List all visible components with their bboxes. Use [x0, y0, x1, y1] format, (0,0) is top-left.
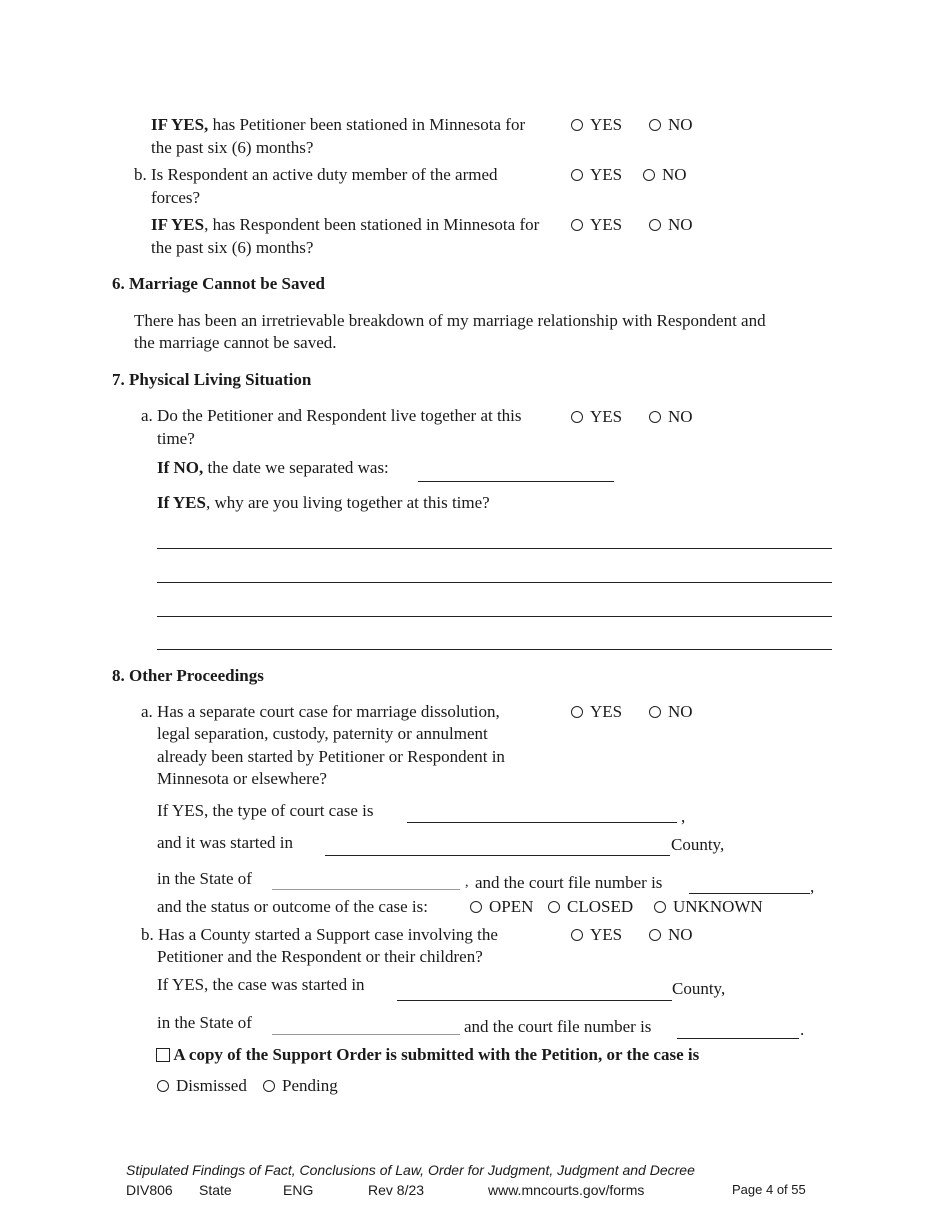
b-file-number-period: .: [800, 1020, 805, 1039]
radio-icon[interactable]: [470, 901, 482, 913]
option-label: OPEN: [489, 897, 534, 916]
q5a-ifyes-yes-option[interactable]: [571, 114, 622, 136]
option-label: NO: [668, 215, 693, 234]
q5a-ifyes-text: has Petitioner been stationed in Minnesota for: [208, 115, 526, 134]
option-label: YES: [590, 115, 623, 134]
status-open-option[interactable]: [470, 896, 533, 918]
section-6-text-line2: the marriage cannot be saved.: [134, 333, 337, 352]
radio-icon[interactable]: [548, 901, 560, 913]
started-county-field[interactable]: [325, 855, 670, 856]
option-label: NO: [668, 702, 693, 721]
radio-icon[interactable]: [649, 929, 661, 941]
file-number-label: and the court file number is: [475, 873, 663, 892]
s8a-no-option[interactable]: [649, 701, 693, 723]
state-comma: ,: [465, 875, 469, 890]
s8a-yes-option[interactable]: [571, 701, 622, 723]
reason-line-4[interactable]: [157, 649, 832, 650]
section-8-heading: 8. Other Proceedings: [112, 666, 264, 685]
footer-state: State: [199, 1182, 232, 1198]
footer-url[interactable]: www.mncourts.gov/forms: [488, 1182, 645, 1198]
q5b-yes-option[interactable]: [571, 164, 622, 186]
option-label: CLOSED: [567, 897, 634, 916]
s8a-line3: already been started by Petitioner or Respondent in: [157, 747, 505, 766]
footer-title: Stipulated Findings of Fact, Conclusions of Law, Order for Judgment, Judgment and Decree: [126, 1162, 695, 1178]
section-6-text-line1: There has been an irretrievable breakdown of my marriage relationship with Respondent and: [134, 311, 766, 330]
option-label: NO: [668, 407, 693, 426]
b-file-number-label: and the court file number is: [464, 1017, 652, 1036]
radio-icon[interactable]: [571, 219, 583, 231]
b-started-in-label: If YES, the case was started in: [157, 975, 365, 994]
b-state-field[interactable]: [272, 1034, 460, 1035]
q5b-ifyes-line2: the past six (6) months?: [151, 238, 314, 257]
s8b-yes-option[interactable]: [571, 924, 622, 946]
b-file-number-field[interactable]: [677, 1038, 799, 1039]
option-label: YES: [590, 165, 623, 184]
pending-option[interactable]: [263, 1075, 338, 1097]
s7-ifyes-text: , why are you living together at this time?: [205, 493, 490, 512]
s8b-line2: Petitioner and the Respondent or their children?: [157, 947, 483, 966]
file-number-comma: ,: [810, 877, 815, 896]
case-type-field[interactable]: [407, 822, 677, 823]
option-label: Dismissed: [176, 1076, 247, 1095]
radio-icon[interactable]: [649, 706, 661, 718]
q5b-ifyes-line1: [151, 214, 539, 236]
q5b-ifyes-no-option[interactable]: [649, 214, 693, 236]
s7-ifno-text: the date we separated was:: [203, 458, 389, 477]
b-started-county-field[interactable]: [397, 1000, 672, 1001]
option-label: NO: [668, 925, 693, 944]
reason-line-1[interactable]: [157, 548, 832, 549]
footer-page-number: Page 4 of 55: [732, 1182, 806, 1197]
option-label: NO: [662, 165, 687, 184]
footer-form-number: DIV806: [126, 1182, 173, 1198]
radio-icon[interactable]: [649, 411, 661, 423]
radio-icon[interactable]: [643, 169, 655, 181]
q5a-ifyes-bold: IF YES,: [151, 115, 209, 134]
county-label: County,: [671, 835, 725, 854]
s7a-line1: a. Do the Petitioner and Respondent live together at this: [141, 406, 522, 425]
s8b-line1: b. Has a County started a Support case involving the: [141, 925, 498, 944]
case-type-comma: ,: [681, 807, 686, 826]
option-label: YES: [590, 925, 623, 944]
option-label: Pending: [282, 1076, 338, 1095]
q5b-no-option[interactable]: [643, 164, 687, 186]
state-of-label: in the State of: [157, 869, 252, 888]
separation-date-field[interactable]: [418, 481, 614, 482]
s8b-no-option[interactable]: [649, 924, 693, 946]
radio-icon[interactable]: [571, 119, 583, 131]
s8a-line1: a. Has a separate court case for marriage dissolution,: [141, 702, 500, 721]
q5a-ifyes-line1: [151, 114, 525, 136]
option-label: YES: [590, 215, 623, 234]
reason-line-2[interactable]: [157, 582, 832, 583]
radio-icon[interactable]: [263, 1080, 275, 1092]
option-label: UNKNOWN: [673, 897, 763, 916]
radio-icon[interactable]: [157, 1080, 169, 1092]
reason-line-3[interactable]: [157, 616, 832, 617]
file-number-field[interactable]: [689, 893, 810, 894]
status-label: and the status or outcome of the case is:: [157, 897, 428, 916]
s7-ifno-bold: If NO,: [157, 458, 204, 477]
radio-icon[interactable]: [571, 929, 583, 941]
s7-ifyes-label: [157, 492, 490, 514]
b-state-of-label: in the State of: [157, 1013, 252, 1032]
q5b-line1: b. Is Respondent an active duty member of the armed: [134, 165, 498, 184]
status-closed-option[interactable]: [548, 896, 633, 918]
q5b-ifyes-bold: IF YES: [151, 215, 205, 234]
radio-icon[interactable]: [571, 411, 583, 423]
option-label: NO: [668, 115, 693, 134]
s7-ifyes-bold: If YES: [157, 493, 206, 512]
q5b-ifyes-text: , has Respondent been stationed in Minnesota for: [204, 215, 540, 234]
s7a-line2: time?: [157, 429, 195, 448]
s8a-line2: legal separation, custody, paternity or annulment: [157, 724, 488, 743]
q5b-ifyes-yes-option[interactable]: [571, 214, 622, 236]
status-unknown-option[interactable]: [654, 896, 763, 918]
radio-icon[interactable]: [571, 706, 583, 718]
q5a-ifyes-no-option[interactable]: [649, 114, 693, 136]
s8a-line4: Minnesota or elsewhere?: [157, 769, 327, 788]
state-field[interactable]: [272, 889, 460, 890]
q5a-ifyes-line2: the past six (6) months?: [151, 138, 314, 157]
radio-icon[interactable]: [649, 119, 661, 131]
q5b-line2: forces?: [151, 188, 201, 207]
radio-icon[interactable]: [649, 219, 661, 231]
option-label: YES: [590, 407, 623, 426]
checkbox-icon[interactable]: [156, 1048, 170, 1062]
section-6-heading: 6. Marriage Cannot be Saved: [112, 274, 325, 293]
s7a-no-option[interactable]: [649, 406, 693, 428]
s7-ifno-label: [157, 457, 389, 479]
case-type-label: If YES, the type of court case is: [157, 801, 374, 820]
radio-icon[interactable]: [654, 901, 666, 913]
b-county-label: County,: [672, 979, 726, 998]
option-label: YES: [590, 702, 623, 721]
support-order-copy-option[interactable]: [156, 1044, 699, 1066]
support-order-copy-text: A copy of the Support Order is submitted with the Petition, or the case is: [173, 1045, 700, 1064]
dismissed-option[interactable]: [157, 1075, 247, 1097]
section-7-heading: 7. Physical Living Situation: [112, 370, 312, 389]
footer-revision: Rev 8/23: [368, 1182, 425, 1198]
radio-icon[interactable]: [571, 169, 583, 181]
s7a-yes-option[interactable]: [571, 406, 622, 428]
footer-language: ENG: [283, 1182, 314, 1198]
started-in-label: and it was started in: [157, 833, 293, 852]
